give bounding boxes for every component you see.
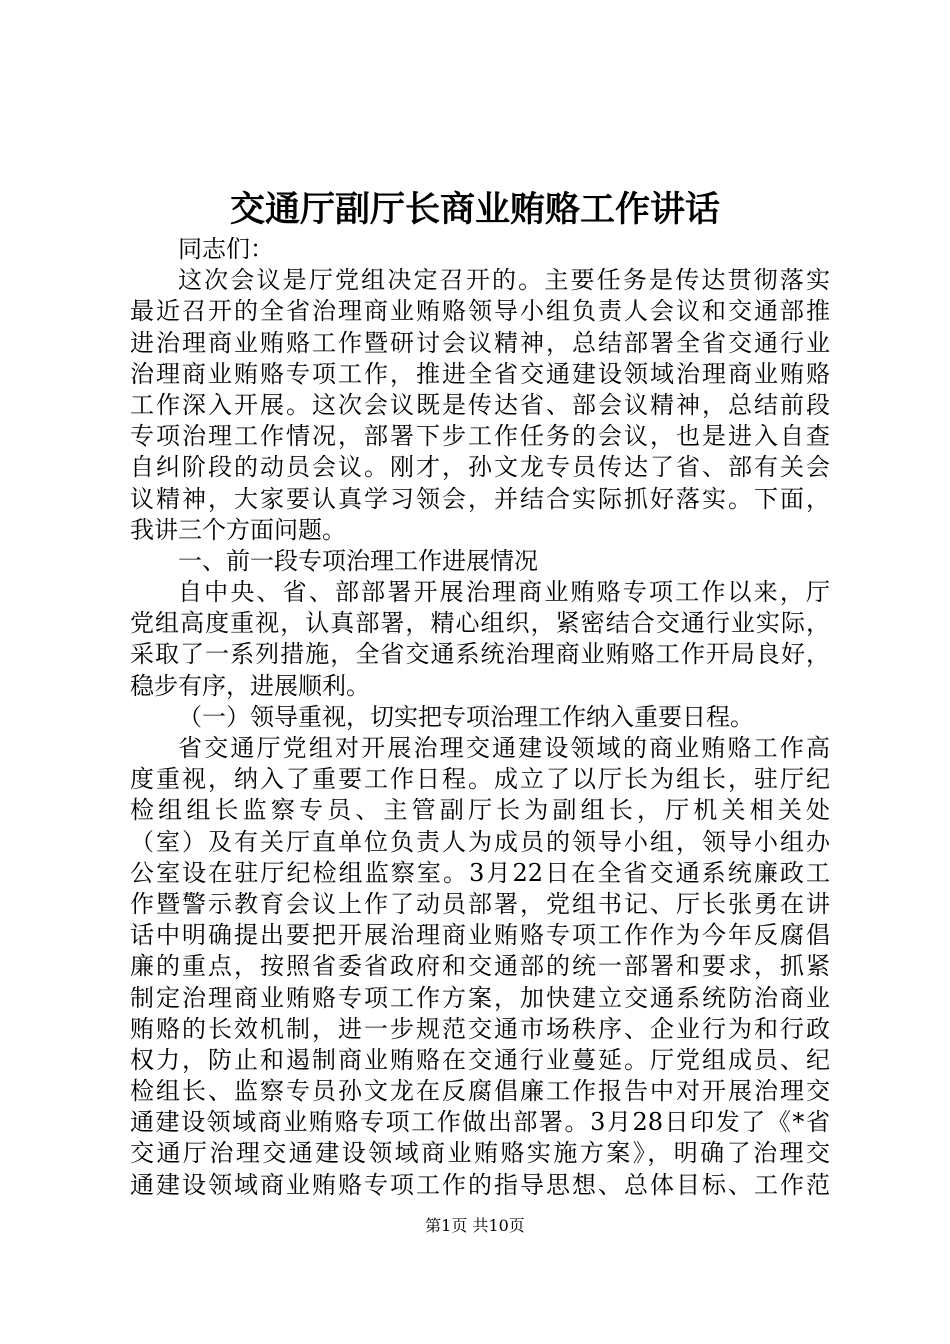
paragraph-line: 通建设领域商业贿赂专项工作的指导思想、总体目标、工作范	[130, 1170, 830, 1199]
paragraph-line: 公室设在驻厅纪检组监察室。3月22日在全省交通系统廉政工	[130, 858, 830, 887]
paragraph-line: 话中明确提出要把开展治理商业贿赂专项工作作为今年反腐倡	[130, 921, 830, 950]
paragraph-line: 工作深入开展。这次会议既是传达省、部会议精神，总结前段	[130, 390, 830, 419]
paragraph-line: 采取了一系列措施，全省交通系统治理商业贿赂工作开局良好，	[130, 640, 830, 669]
paragraph-line: 稳步有序，进展顺利。	[130, 671, 370, 700]
paragraph-line: 治理商业贿赂专项工作，推进全省交通建设领域治理商业贿赂	[130, 359, 830, 388]
paragraph-line: 这次会议是厅党组决定召开的。主要任务是传达贯彻落实	[178, 266, 830, 295]
subsection-heading: （一）领导重视，切实把专项治理工作纳入重要日程。	[178, 702, 754, 731]
paragraph-line: 党组高度重视，认真部署，精心组织，紧密结合交通行业实际，	[130, 609, 830, 638]
paragraph-line: 我讲三个方面问题。	[130, 515, 346, 544]
paragraph-line: 省交通厅党组对开展治理交通建设领域的商业贿赂工作高	[178, 734, 830, 762]
paragraph-line: 权力，防止和遏制商业贿赂在交通行业蔓延。厅党组成员、纪	[130, 1045, 830, 1074]
document-title: 交通厅副厅长商业贿赂工作讲话	[229, 189, 720, 230]
paragraph-line: 度重视，纳入了重要工作日程。成立了以厅长为组长，驻厅纪	[130, 765, 830, 794]
paragraph-line: 检组组长监察专员、主管副厅长为副组长，厅机关相关处	[130, 796, 830, 825]
paragraph-line: 廉的重点，按照省委省政府和交通部的统一部署和要求，抓紧	[130, 952, 830, 981]
paragraph-line: 贿赂的长效机制，进一步规范交通市场秩序、企业行为和行政	[130, 1014, 830, 1043]
paragraph-line: 进治理商业贿赂工作暨研讨会议精神，总结部署全省交通行业	[130, 328, 830, 357]
paragraph-line: 作暨警示教育会议上作了动员部署，党组书记、厅长张勇在讲	[130, 889, 830, 918]
paragraph-line: 交通厅治理交通建设领域商业贿赂实施方案》，明确了治理交	[130, 1139, 830, 1168]
paragraph-line: 通建设领域商业贿赂专项工作做出部署。3月28日印发了《*省	[130, 1108, 830, 1137]
page-footer: 第1页 共10页	[425, 1216, 525, 1235]
paragraph-line: 自纠阶段的动员会议。刚才，孙文龙专员传达了省、部有关会	[130, 453, 830, 482]
paragraph-line: 制定治理商业贿赂专项工作方案，加快建立交通系统防治商业	[130, 983, 830, 1012]
document-body	[130, 234, 830, 1201]
paragraph-line: 最近召开的全省治理商业贿赂领导小组负责人会议和交通部推	[130, 297, 830, 326]
paragraph-line: 检组长、监察专员孙文龙在反腐倡廉工作报告中对开展治理交	[130, 1077, 830, 1106]
section-heading: 一、前一段专项治理工作进展情况	[178, 546, 538, 575]
paragraph-line: 议精神，大家要认真学习领会，并结合实际抓好落实。下面，	[130, 484, 830, 513]
salutation-line: 同志们：	[178, 235, 274, 263]
paragraph-line: 专项治理工作情况，部署下步工作任务的会议，也是进入自查	[130, 422, 830, 451]
paragraph-line: 自中央、省、部部署开展治理商业贿赂专项工作以来，厅	[178, 578, 830, 607]
paragraph-line: （室）及有关厅直单位负责人为成员的领导小组，领导小组办	[130, 827, 830, 856]
